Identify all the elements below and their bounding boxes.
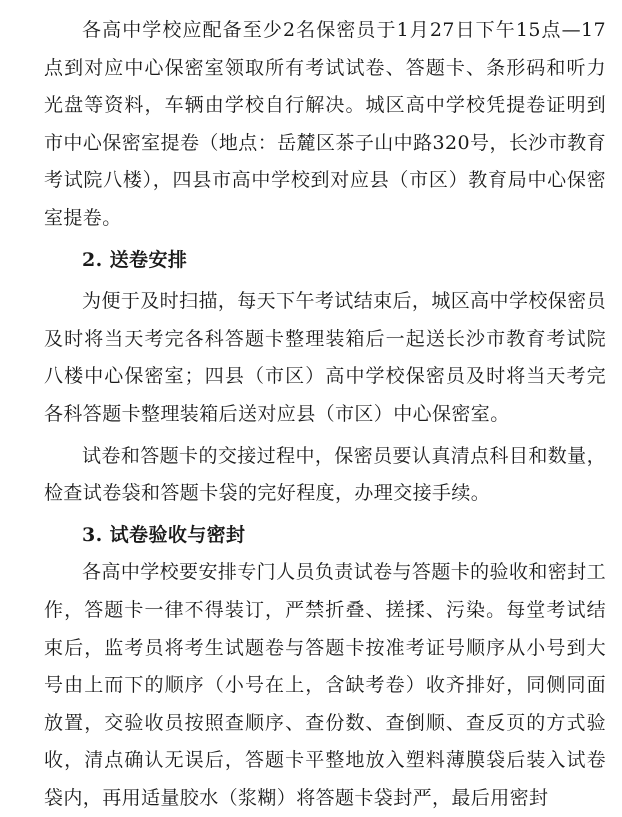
paragraph-handover-process: 试卷和答题卡的交接过程中，保密员要认真清点科目和数量，检查试卷袋和答题卡袋的完好程度，办理交接手续。 bbox=[44, 444, 606, 505]
paragraph-pickup-arrangement: 各高中学校应配备至少2名保密员于1月27日下午15点—17点到对应中心保密室领取所有考试试卷、答题卡、条形码和听力光盘等资料，车辆由学校自行解决。城区高中学校凭提卷证明到市中心保密室提卷（地点：岳麓区茶子山中路320号，长沙市教育考试院八楼），四县市高中学校到对应县（市区）教育局中心保密室提卷。 bbox=[44, 19, 606, 229]
section-heading-delivery: 2. 送卷安排 bbox=[82, 248, 188, 271]
section-heading-acceptance-sealing: 3. 试卷验收与密封 bbox=[82, 523, 246, 546]
paragraph-delivery-arrangement: 为便于及时扫描，每天下午考试结束后，城区高中学校保密员及时将当天考完各科答题卡整理装箱后一起送长沙市教育考试院八楼中心保密室；四县（市区）高中学校保密员及时将当天考完各科答题卡整理装箱后送对应县（市区）中心保密室。 bbox=[44, 290, 606, 425]
document-body bbox=[44, 0, 606, 817]
paragraph-acceptance-sealing: 各高中学校要安排专门人员负责试卷与答题卡的验收和密封工作，答题卡一律不得装订，严禁折叠、搓揉、污染。每堂考试结束后，监考员将考生试题卷与答题卡按准考证号顺序从小号到大号由上而下的顺序（小号在上，含缺考卷）收齐排好，同侧同面放置，交验收员按照查顺序、查份数、查倒顺、查反页的方式验收，清点确认无误后，答题卡平整地放入塑料薄膜袋后装入试卷袋内，再用适量胶水（浆糊）将答题卡袋封严，最后用密封 bbox=[44, 561, 606, 809]
